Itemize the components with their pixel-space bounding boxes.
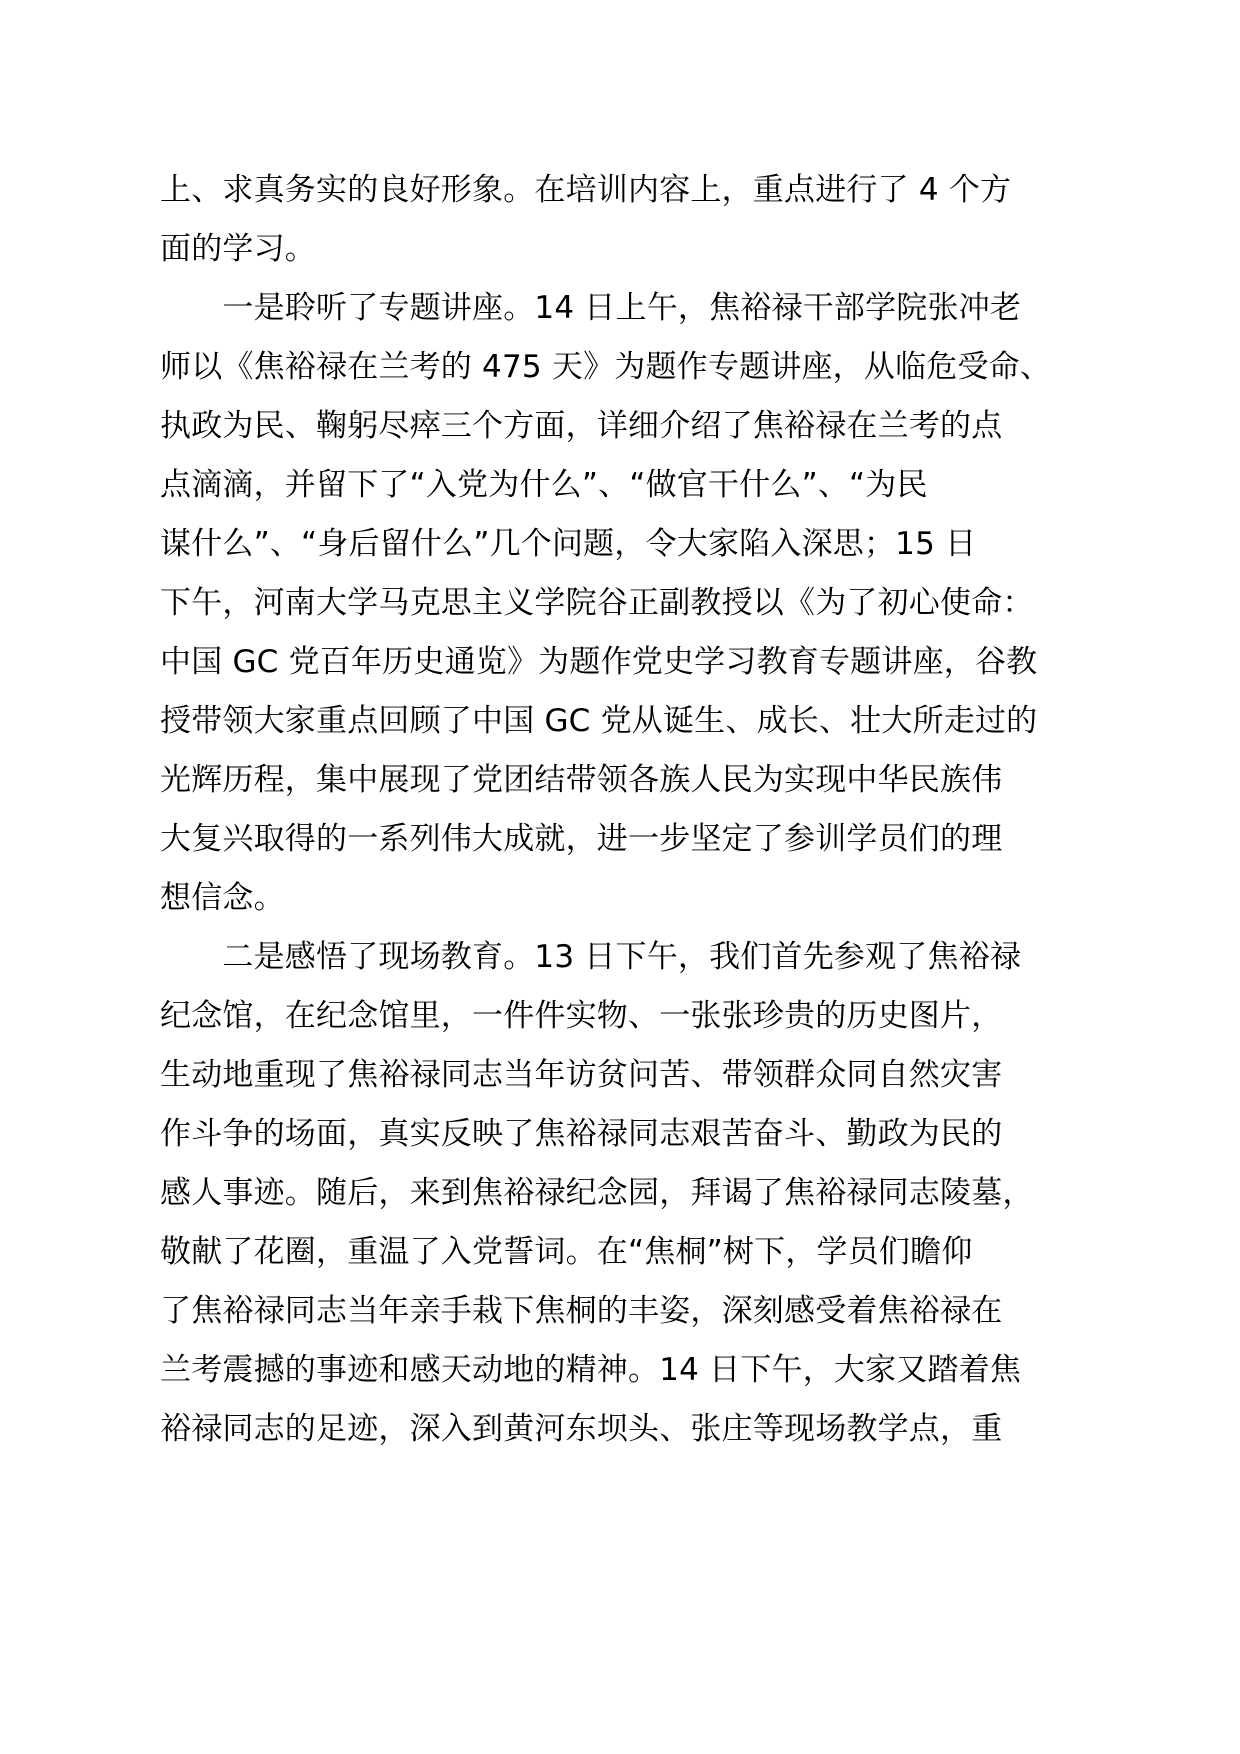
text-line: 大复兴取得的一系列伟大成就，进一步坚定了参训学员们的理	[160, 821, 1003, 857]
text-line: 一是聆听了专题讲座。14 日上午，焦裕禄干部学院张冲老	[160, 290, 1022, 326]
text-line: 上、求真务实的良好形象。在培训内容上，重点进行了 4 个方	[160, 172, 1012, 208]
text-line: 作斗争的场面，真实反映了焦裕禄同志艰苦奋斗、勤政为民的	[160, 1116, 1003, 1152]
text-line: 面的学习。	[160, 231, 316, 267]
text-line: 想信念。	[160, 880, 285, 916]
text-line: 中国 GC 党百年历史通览》为题作党史学习教育专题讲座，谷教	[160, 644, 1038, 680]
text-line: 执政为民、鞠躬尽瘁三个方面，详细介绍了焦裕禄在兰考的点	[160, 408, 1003, 444]
text-line: 纪念馆，在纪念馆里，一件件实物、一张张珍贵的历史图片，	[160, 998, 1003, 1034]
text-line: 下午，河南大学马克思主义学院谷正副教授以《为了初心使命：	[160, 585, 1034, 621]
text-line: 感人事迹。随后，来到焦裕禄纪念园，拜谒了焦裕禄同志陵墓，	[160, 1175, 1034, 1211]
text-line: 裕禄同志的足迹，深入到黄河东坝头、张庄等现场教学点，重	[160, 1411, 1003, 1447]
text-line: 敬献了花圈，重温了入党誓词。在“焦桐”树下，学员们瞻仰	[160, 1234, 973, 1270]
text-line: 二是感悟了现场教育。13 日下午，我们首先参观了焦裕禄	[160, 939, 1022, 975]
text-line: 点滴滴，并留下了“入党为什么”、“做官干什么”、“为民	[160, 467, 928, 503]
text-line: 光辉历程，集中展现了党团结带领各族人民为实现中华民族伟	[160, 762, 1003, 798]
text-line: 授带领大家重点回顾了中国 GC 党从诞生、成长、壮大所走过的	[160, 703, 1038, 739]
text-line: 兰考震撼的事迹和感天动地的精神。14 日下午，大家又踏着焦	[160, 1352, 1022, 1388]
text-line: 生动地重现了焦裕禄同志当年访贫问苦、带领群众同自然灾害	[160, 1057, 1003, 1093]
text-line: 师以《焦裕禄在兰考的 475 天》为题作专题讲座，从临危受命、	[160, 349, 1052, 385]
text-line: 谋什么”、“身后留什么”几个问题，令大家陷入深思；15 日	[160, 526, 977, 562]
text-line: 了焦裕禄同志当年亲手栽下焦桐的丰姿，深刻感受着焦裕禄在	[160, 1293, 1003, 1329]
